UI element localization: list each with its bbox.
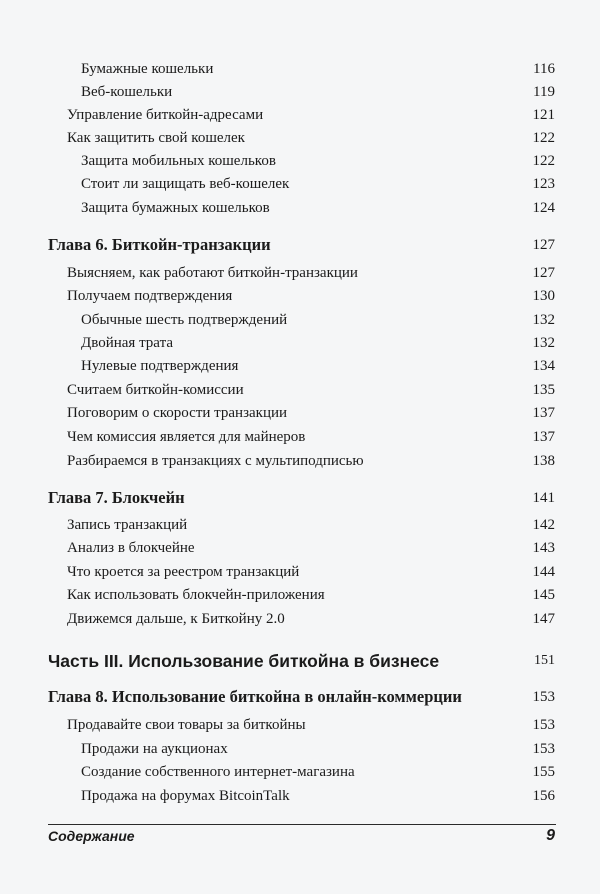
toc-section-entry [0,537,600,559]
toc-entry-title: Продажи на аукционах [81,741,228,757]
toc-subsection-entry [0,173,600,195]
toc-entry-page: 124 [532,200,555,216]
toc-entry-page: 138 [532,453,555,469]
toc-section-entry [0,561,600,583]
toc-entry-title: Разбираемся в транзакциях с мультиподписью [67,453,364,469]
toc-entry-title: Чем комиссия является для майнеров [67,429,306,445]
toc-entry-page: 123 [532,176,555,192]
toc-entry-page: 147 [532,611,555,627]
toc-entry-title: Считаем биткойн-комиссии [67,382,244,398]
toc-entry-page: 137 [532,405,555,421]
toc-entry-page: 151 [534,653,555,668]
toc-entry-title: Двойная трата [81,335,173,351]
toc-entry-page: 142 [532,517,555,533]
toc-subsection-entry [0,738,600,760]
toc-subsection-entry [0,197,600,219]
toc-entry-page: 134 [532,358,555,374]
toc-entry-title: Глава 6. Биткойн-транзакции [48,235,271,254]
toc-entry-page: 127 [532,265,555,281]
footer-divider [48,824,556,825]
toc-entry-page: 153 [532,689,555,705]
toc-entry-page: 135 [532,382,555,398]
toc-entry-page: 137 [532,429,555,445]
toc-entry-title: Выясняем, как работают биткойн-транзакции [67,265,358,281]
toc-entry-title: Веб-кошельки [81,84,173,100]
toc-entry-title: Получаем подтверждения [67,288,233,304]
toc-entry-title: Что кроется за реестром транзакций [67,564,300,580]
toc-entry-page: 153 [532,717,555,733]
toc-part-entry [0,650,600,672]
toc-entry-page: 132 [532,335,555,351]
toc-section-entry [0,450,600,472]
toc-subsection-entry [0,150,600,172]
toc-entry-title: Как защитить свой кошелек [67,130,245,146]
toc-section-entry [0,379,600,401]
toc-entry-title: Глава 7. Блокчейн [48,488,185,507]
toc-entry-page: 156 [532,788,555,804]
toc-entry-title: Продажа на форумах BitcoinTalk [81,788,290,804]
toc-entry-page: 130 [532,288,555,304]
page-number: 9 [546,827,555,844]
toc-section-entry [0,262,600,284]
toc-subsection-entry [0,761,600,783]
toc-entry-page: 132 [532,312,555,328]
toc-entry-title: Запись транзакций [67,517,188,533]
toc-entry-page: 119 [533,84,555,100]
toc-subsection-entry [0,332,600,354]
toc-entry-page: 141 [532,490,555,506]
toc-entry-title: Бумажные кошельки [81,61,214,77]
toc-subsection-entry [0,81,600,103]
toc-section-entry [0,104,600,126]
toc-section-entry [0,608,600,630]
toc-entry-page: 121 [532,107,555,123]
toc-entry-title: Стоит ли защищать веб-кошелек [81,176,290,192]
toc-subsection-entry [0,355,600,377]
toc-section-entry [0,714,600,736]
toc-entry-title: Защита мобильных кошельков [81,153,276,169]
toc-section-entry [0,402,600,424]
toc-entry-title: Движемся дальше, к Биткойну 2.0 [67,611,285,627]
toc-entry-page: 144 [532,564,555,580]
toc-entry-title: Поговорим о скорости транзакции [67,405,288,421]
toc-entry-page: 122 [532,130,555,146]
toc-entry-title: Защита бумажных кошельков [81,200,270,216]
toc-entry-page: 155 [532,764,555,780]
toc-entry-page: 127 [532,237,555,253]
toc-section-entry [0,514,600,536]
toc-section-entry [0,584,600,606]
toc-entry-page: 143 [532,540,555,556]
toc-entry-title: Как использовать блокчейн-приложения [67,587,325,603]
toc-entry-title: Создание собственного интернет-магазина [81,764,355,780]
toc-subsection-entry [0,58,600,80]
toc-entry-title: Анализ в блокчейне [67,540,195,556]
toc-chapter-entry [0,487,600,509]
running-footer-title: Содержание [48,828,135,844]
toc-entry-page: 122 [532,153,555,169]
toc-subsection-entry [0,785,600,807]
toc-section-entry [0,426,600,448]
toc-chapter-entry [0,234,600,256]
toc-section-entry [0,127,600,149]
toc-entry-title: Нулевые подтверждения [81,358,239,374]
toc-entry-title: Управление биткойн-адресами [67,107,264,123]
toc-entry-title: Часть III. Использование биткойна в бизнесе [48,651,440,671]
toc-entry-title: Глава 8. Использование биткойна в онлайн-коммерции [48,687,462,706]
toc-chapter-entry [0,686,600,708]
toc-entry-page: 116 [533,61,555,77]
toc-subsection-entry [0,309,600,331]
toc-entry-title: Продавайте свои товары за биткойны [67,717,306,733]
toc-section-entry [0,285,600,307]
toc-entry-title: Обычные шесть подтверждений [81,312,288,328]
toc-entry-page: 145 [532,587,555,603]
toc-entry-page: 153 [532,741,555,757]
